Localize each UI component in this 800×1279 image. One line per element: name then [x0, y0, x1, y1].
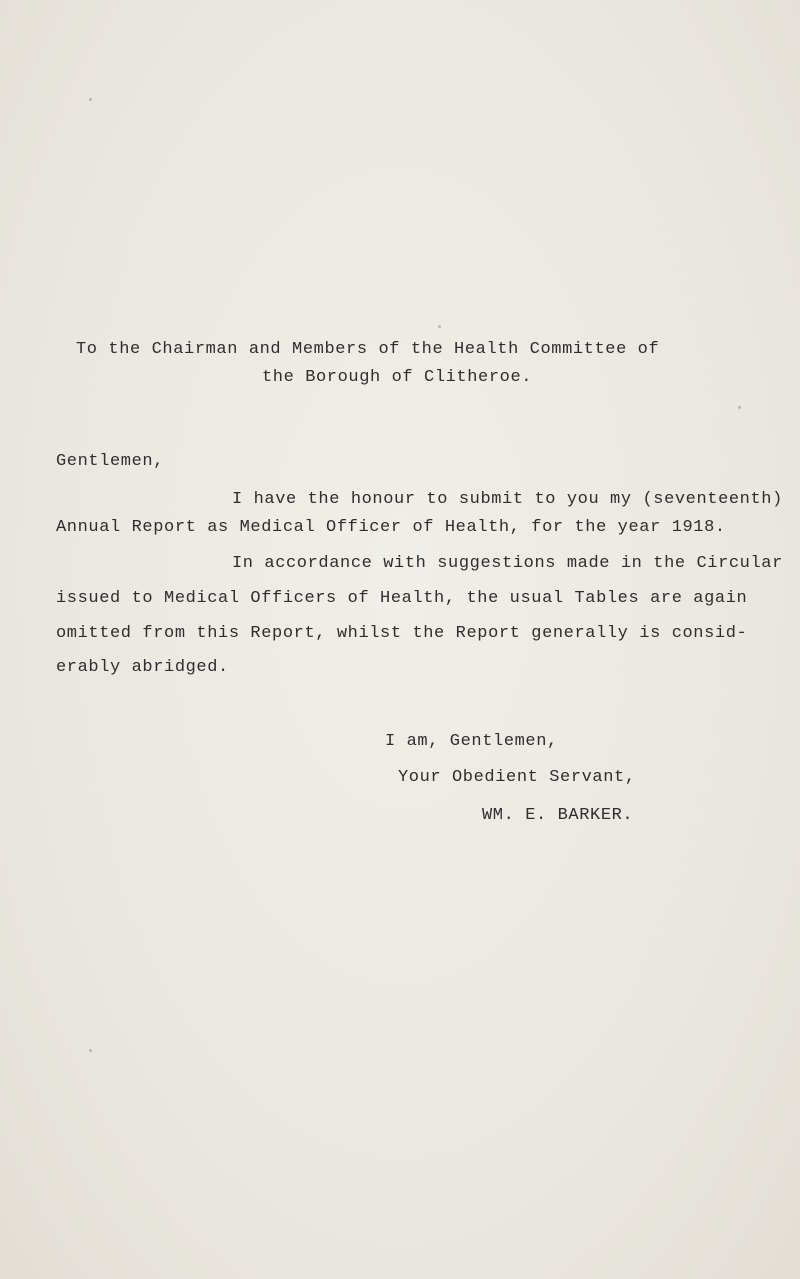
- paragraph-2-line-1: In accordance with suggestions made in the Circular: [232, 554, 783, 573]
- paper-speck: [438, 325, 441, 328]
- salutation: Gentlemen,: [56, 452, 165, 471]
- paper-speck: [89, 1049, 92, 1052]
- paper-speck: [89, 98, 92, 101]
- paragraph-1-line-1: I have the honour to submit to you my (seventeenth): [232, 490, 783, 509]
- paragraph-2-line-2: issued to Medical Officers of Health, the usual Tables are again: [56, 589, 748, 608]
- paragraph-2-line-4: erably abridged.: [56, 658, 229, 677]
- closing-line-1: I am, Gentlemen,: [385, 732, 558, 751]
- paragraph-1-line-2: Annual Report as Medical Officer of Health, for the year 1918.: [56, 518, 726, 537]
- address-line-2: the Borough of Clitheroe.: [262, 368, 533, 387]
- signature: WM. E. BARKER.: [482, 806, 634, 825]
- paragraph-2-line-3: omitted from this Report, whilst the Report generally is consid-: [56, 624, 748, 643]
- address-line-1: To the Chairman and Members of the Health Committee of: [76, 340, 660, 359]
- closing-line-2: Your Obedient Servant,: [398, 768, 636, 787]
- paper-speck: [738, 406, 741, 409]
